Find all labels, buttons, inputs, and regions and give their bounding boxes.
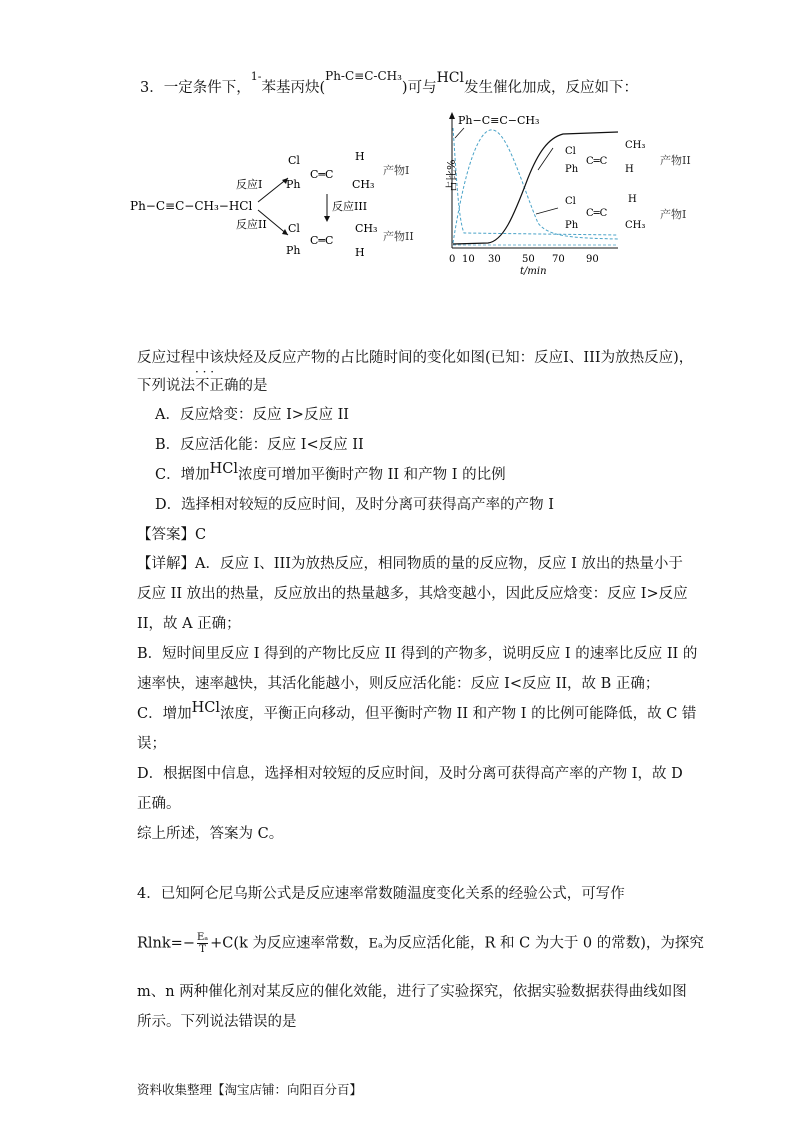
label-product1: 产物I xyxy=(383,164,410,177)
top-ch3: CH₃ xyxy=(352,178,375,191)
x-tick-50: 50 xyxy=(522,254,535,265)
graph-p1-cl: Cl xyxy=(565,196,576,207)
graph-p2-ch3: CH₃ xyxy=(625,140,646,151)
pointer-product2 xyxy=(538,148,553,170)
detail-9: 正确。 xyxy=(137,796,181,812)
detail-6-hcl: HCl xyxy=(191,700,220,716)
bot-h: H xyxy=(355,246,365,259)
x-tick-10: 10 xyxy=(462,254,475,265)
summary: 综上所述，答案为 C。 xyxy=(137,826,284,842)
graph-p1-ph: Ph xyxy=(565,220,579,231)
kinetics-graph xyxy=(428,108,708,278)
scheme-reactant: Ph−C≡C−CH₃−HCl xyxy=(130,199,253,213)
detail-4: B．短时间里反应 I 得到的产物比反应 II 得到的产物多，说明反应 I 的速率比反应 II 的 xyxy=(137,646,698,662)
option-c xyxy=(155,461,506,485)
x-ticks xyxy=(449,254,599,265)
detail-2: 反应 II 放出的热量，反应放出的热量越多，其焓变越小，因此反应焓变：反应 I>反应 xyxy=(137,586,688,602)
label-rxn1: 反应I xyxy=(236,178,263,191)
q3-name: 苯基丙炔( xyxy=(261,80,326,96)
detail-1: 【详解】A．反应 I、III为放热反应，相同物质的量的反应物，反应 I 放出的热量小于 xyxy=(137,556,683,572)
q3-para2-a: 下列说法 xyxy=(137,378,195,394)
arrow-rxn1 xyxy=(258,178,288,202)
top-h: H xyxy=(355,150,365,163)
bot-ph: Ph xyxy=(286,244,301,257)
reaction-scheme xyxy=(130,140,440,270)
detail-6 xyxy=(137,700,697,724)
graph-p2-h: H xyxy=(625,164,634,175)
q4-line2-rest2: 为反应活化能，R 和 C 为大于 0 的常数)，为探究 xyxy=(382,935,704,952)
x-label: t/min xyxy=(520,266,547,277)
q3-connector: )可与 xyxy=(401,80,437,96)
detail-6-a: C．增加 xyxy=(137,706,192,722)
q4-formula-a: Rlnk=− xyxy=(137,935,195,952)
q3-para1: 反应过程中该炔烃及反应产物的占比随时间的变化如图(已知：反应I、III为放热反应)， xyxy=(137,350,694,366)
bot-double-bond: C═C xyxy=(310,234,334,247)
footer: 资料收集整理【淘宝店铺：向阳百分百】 xyxy=(137,1082,363,1097)
q4-fraction-num: Eₐ xyxy=(196,932,209,943)
option-d: D．选择相对较短的反应时间，及时分离可获得高产率的产物 I xyxy=(155,497,554,513)
x-tick-0: 0 xyxy=(449,254,456,265)
label-rxn3: 反应III xyxy=(332,200,368,213)
emphasis-dots: · · · xyxy=(195,365,215,379)
top-double-bond: C═C xyxy=(310,168,334,181)
q4-ea: Eₐ xyxy=(368,936,383,952)
x-tick-90: 90 xyxy=(586,254,599,265)
q4-formula-b: +C xyxy=(210,935,234,952)
y-arrow-icon xyxy=(449,112,455,119)
bot-cl: Cl xyxy=(288,222,300,235)
answer: 【答案】C xyxy=(137,527,207,543)
q3-hcl: HCl xyxy=(436,70,464,86)
option-a: A．反应焓变：反应 I>反应 II xyxy=(155,407,350,423)
q3-intro: 3．一定条件下， xyxy=(140,80,251,96)
curve-product1 xyxy=(453,130,618,243)
top-cl: Cl xyxy=(288,154,300,167)
q4-fraction xyxy=(197,932,208,955)
graph-p1-h: H xyxy=(628,194,637,205)
q3-formula: Ph-C≡C-CH₃ xyxy=(325,69,402,83)
label-alkyne: Ph−C≡C−CH₃ xyxy=(458,114,540,127)
option-c-a: C．增加 xyxy=(155,467,210,483)
label-product2: 产物II xyxy=(383,230,414,243)
x-tick-70: 70 xyxy=(552,254,565,265)
detail-3: II，故 A 正确； xyxy=(137,616,241,632)
q4-line3: m、n 两种催化剂对某反应的催化效能，进行了实验探究，依据实验数据获得曲线如图 xyxy=(137,984,687,1000)
graph-label-product1: 产物I xyxy=(660,208,687,221)
q4-line2 xyxy=(137,932,704,955)
q4-fraction-den: T xyxy=(199,944,206,955)
top-ph: Ph xyxy=(286,178,301,191)
arrowhead-rxn3 xyxy=(324,216,330,222)
detail-6-b: 浓度，平衡正向移动，但平衡时产物 II 和产物 I 的比例可能降低，故 C 错 xyxy=(220,706,697,722)
q4-line2-rest: (k 为反应速率常数， xyxy=(233,935,369,952)
q3-rest: 发生催化加成，反应如下： xyxy=(464,80,638,96)
graph-p2-bond: C═C xyxy=(586,156,608,167)
pointer-product1 xyxy=(536,208,558,214)
q3-para2 xyxy=(137,376,268,396)
y-label: 占比% xyxy=(445,159,458,192)
q4-line1: 4．已知阿仑尼乌斯公式是反应速率常数随温度变化关系的经验公式，可写作 xyxy=(137,886,625,902)
graph-label-product2: 产物II xyxy=(660,154,691,167)
option-b: B．反应活化能：反应 I<反应 II xyxy=(155,437,364,453)
graph-p1-bond: C═C xyxy=(586,208,608,219)
label-rxn2: 反应II xyxy=(236,218,267,231)
option-c-b: 浓度可增加平衡时产物 II 和产物 I 的比例 xyxy=(238,467,506,483)
curve-product2 xyxy=(453,132,618,244)
q4-line4: 所示。下列说法错误的是 xyxy=(137,1014,297,1030)
q3-emphasis: 不正确 xyxy=(195,378,239,394)
graph-p2-ph: Ph xyxy=(565,164,579,175)
bot-ch3: CH₃ xyxy=(355,222,378,235)
detail-5: 速率快，速率越快，其活化能越小，则反应活化能：反应 I<反应 II，故 B 正确； xyxy=(137,676,660,692)
option-c-hcl: HCl xyxy=(209,461,238,477)
q3-locant: 1- xyxy=(250,70,262,83)
q3-para2-c: 的是 xyxy=(238,378,268,394)
graph-p2-cl: Cl xyxy=(565,146,576,157)
pointer-alkyne xyxy=(455,128,464,138)
detail-7: 误； xyxy=(137,736,166,752)
detail-8: D．根据图中信息，选择相对较短的反应时间，及时分离可获得高产率的产物 I，故 D xyxy=(137,766,683,782)
graph-p1-ch3: CH₃ xyxy=(625,220,646,231)
x-tick-30: 30 xyxy=(488,254,501,265)
